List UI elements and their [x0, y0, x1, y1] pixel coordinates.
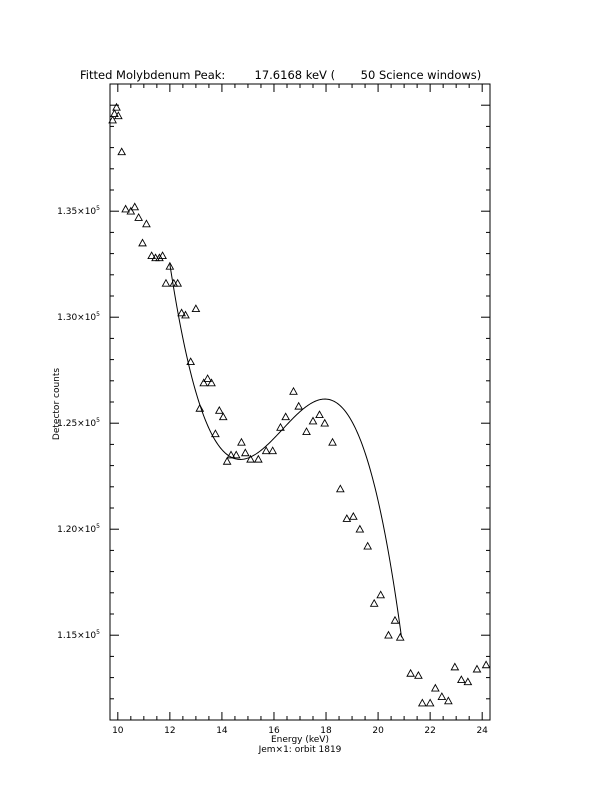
data-point: [364, 543, 371, 549]
data-point: [200, 379, 207, 385]
x-axis-label: Energy (keV): [271, 735, 329, 745]
data-point: [371, 600, 378, 606]
data-point: [438, 693, 445, 699]
data-point: [321, 420, 328, 426]
data-point: [385, 632, 392, 638]
data-point: [220, 413, 227, 419]
data-point: [445, 697, 452, 703]
data-point: [131, 203, 138, 209]
plot-frame: [110, 84, 490, 720]
data-point: [242, 449, 249, 455]
data-point: [208, 379, 215, 385]
data-point: [113, 104, 120, 110]
data-point: [415, 672, 422, 678]
data-point: [192, 305, 199, 311]
data-point: [238, 439, 245, 445]
data-point: [122, 205, 129, 211]
x-tick-label: 12: [164, 726, 176, 736]
data-point: [255, 456, 262, 462]
data-point: [329, 439, 336, 445]
y-tick-label: $1.20\times 10^5$: [57, 523, 100, 536]
x-tick-label: 10: [112, 726, 124, 736]
data-point: [451, 663, 458, 669]
data-point: [432, 685, 439, 691]
chart-title: Fitted Molybdenum Peak: 17.6168 keV ( 50 Science windows): [80, 68, 482, 82]
plot-border: [110, 84, 490, 720]
data-point: [337, 485, 344, 491]
x-tick-label: 18: [320, 726, 332, 736]
data-point: [143, 220, 150, 226]
data-point: [224, 458, 231, 464]
data-point: [391, 617, 398, 623]
data-point: [419, 699, 426, 705]
data-point: [458, 676, 465, 682]
y-tick-label: $1.25\times 10^5$: [57, 417, 100, 430]
data-point: [204, 375, 211, 381]
data-point: [377, 591, 384, 597]
data-point: [118, 148, 125, 154]
data-point: [350, 513, 357, 519]
data-point: [216, 407, 223, 413]
x-tick-label: 22: [424, 726, 436, 736]
data-point: [464, 678, 471, 684]
footer-label: Jem×1: orbit 1819: [258, 745, 342, 755]
data-point: [356, 526, 363, 532]
y-tick-label: $1.35\times 10^5$: [57, 205, 100, 218]
data-point: [473, 666, 480, 672]
data-point: [303, 428, 310, 434]
data-point: [282, 413, 289, 419]
x-tick-label: 20: [372, 726, 384, 736]
data-point: [290, 388, 297, 394]
y-tick-label: $1.15\times 10^5$: [57, 629, 100, 642]
data-point: [162, 280, 169, 286]
data-point: [269, 447, 276, 453]
data-point: [295, 403, 302, 409]
x-tick-label: 14: [216, 726, 228, 736]
x-tick-label: 24: [476, 726, 488, 736]
data-point: [407, 670, 414, 676]
y-tick-label: $1.30\times 10^5$: [57, 311, 100, 324]
data-point: [427, 699, 434, 705]
data-point: [309, 417, 316, 423]
y-axis-label: Detector counts: [52, 367, 62, 441]
data-point: [135, 214, 142, 220]
data-markers: [109, 104, 490, 706]
data-point: [343, 515, 350, 521]
fit-curve: [170, 264, 402, 637]
data-point: [316, 411, 323, 417]
x-axis: [112, 84, 488, 736]
y-axis: [57, 105, 490, 699]
data-point: [483, 661, 490, 667]
x-tick-label: 16: [268, 726, 280, 736]
data-point: [139, 239, 146, 245]
data-point: [397, 634, 404, 640]
